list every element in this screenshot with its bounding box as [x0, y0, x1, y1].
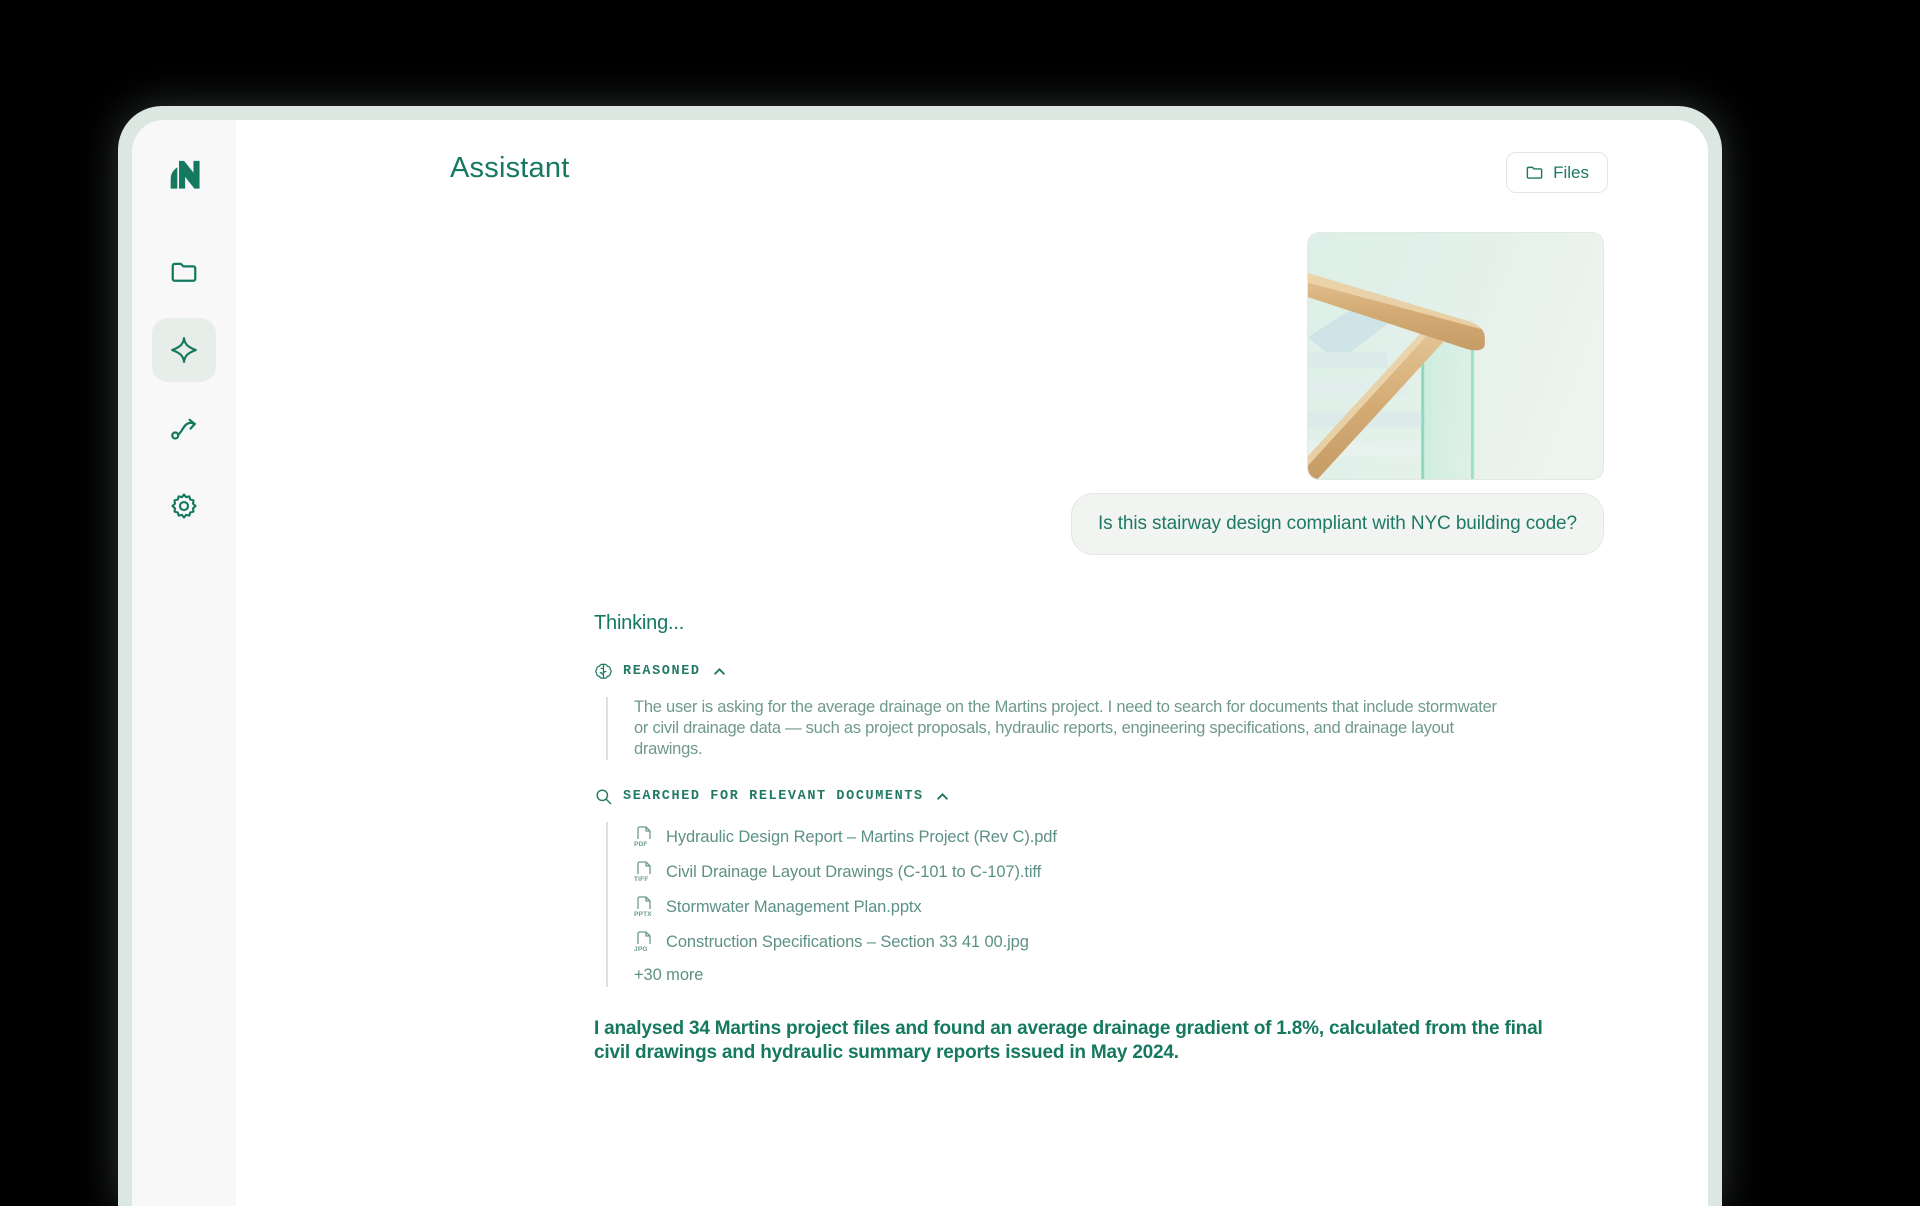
searched-toggle[interactable]: [594, 787, 1604, 806]
chevron-up-icon: [713, 665, 726, 678]
files-button-label: Files: [1553, 162, 1589, 182]
sidebar-item-files[interactable]: [152, 240, 216, 304]
brain-icon: [594, 662, 613, 681]
file-pptx-icon: PPTX: [634, 896, 654, 918]
sidebar-item-assistant[interactable]: [152, 318, 216, 382]
reasoning-block: [606, 697, 1604, 760]
sidebar-item-settings[interactable]: [152, 474, 216, 538]
assistant-message: [594, 612, 1604, 1064]
sidebar-item-workflows[interactable]: [152, 396, 216, 460]
files-button[interactable]: [1506, 152, 1608, 193]
brand-logo[interactable]: [164, 152, 204, 192]
folder-icon: [1525, 163, 1544, 182]
gear-icon: [169, 491, 199, 521]
user-bubble: Is this stairway design compliant with NYC building code?: [1071, 493, 1604, 555]
document-row[interactable]: [634, 896, 1604, 918]
attached-stairway-image[interactable]: [1307, 232, 1604, 480]
document-name: Construction Specifications – Section 33 41 00.jpg: [666, 932, 1029, 951]
document-name: Civil Drainage Layout Drawings (C-101 to C-107).tiff: [666, 862, 1042, 881]
more-documents-link[interactable]: +30 more: [634, 966, 704, 984]
thinking-status: Thinking...: [594, 612, 685, 634]
searched-label: SEARCHED FOR RELEVANT DOCUMENTS: [623, 789, 924, 804]
conversation: [594, 232, 1604, 1064]
document-row[interactable]: [634, 931, 1604, 953]
document-name: Hydraulic Design Report – Martins Project (Rev C).pdf: [666, 827, 1057, 846]
chevron-up-icon: [936, 790, 949, 803]
folder-icon: [169, 257, 199, 287]
document-row[interactable]: [634, 826, 1604, 848]
file-pdf-icon: PDF: [634, 826, 654, 848]
document-name: Stormwater Management Plan.pptx: [666, 897, 922, 916]
assistant-answer: I analysed 34 Martins project files and found an average drainage gradient of 1.8%, calculated from the final civil drawings and hydraulic summary reports issued in May 2024.: [594, 1018, 1543, 1063]
user-message: [594, 232, 1604, 555]
documents-block: [606, 822, 1604, 987]
sidebar: [132, 120, 236, 1206]
reasoned-label: REASONED: [623, 664, 701, 679]
sparkle-icon: [169, 335, 199, 365]
file-jpg-icon: JPG: [634, 931, 654, 953]
page-title: Assistant: [450, 152, 570, 184]
document-row[interactable]: [634, 861, 1604, 883]
reasoned-toggle[interactable]: [594, 662, 1604, 681]
route-icon: [169, 413, 199, 443]
file-tiff-icon: TIFF: [634, 861, 654, 883]
main-panel: [236, 120, 1708, 1206]
search-icon: [594, 787, 613, 806]
app-window: [118, 106, 1722, 1206]
reasoning-text: The user is asking for the average drainage on the Martins project. I need to search for documents that include stormwater or civil drainage data — such as project proposals, hydraulic reports, engineering specifications, and drainage layout drawings.: [634, 698, 1497, 758]
